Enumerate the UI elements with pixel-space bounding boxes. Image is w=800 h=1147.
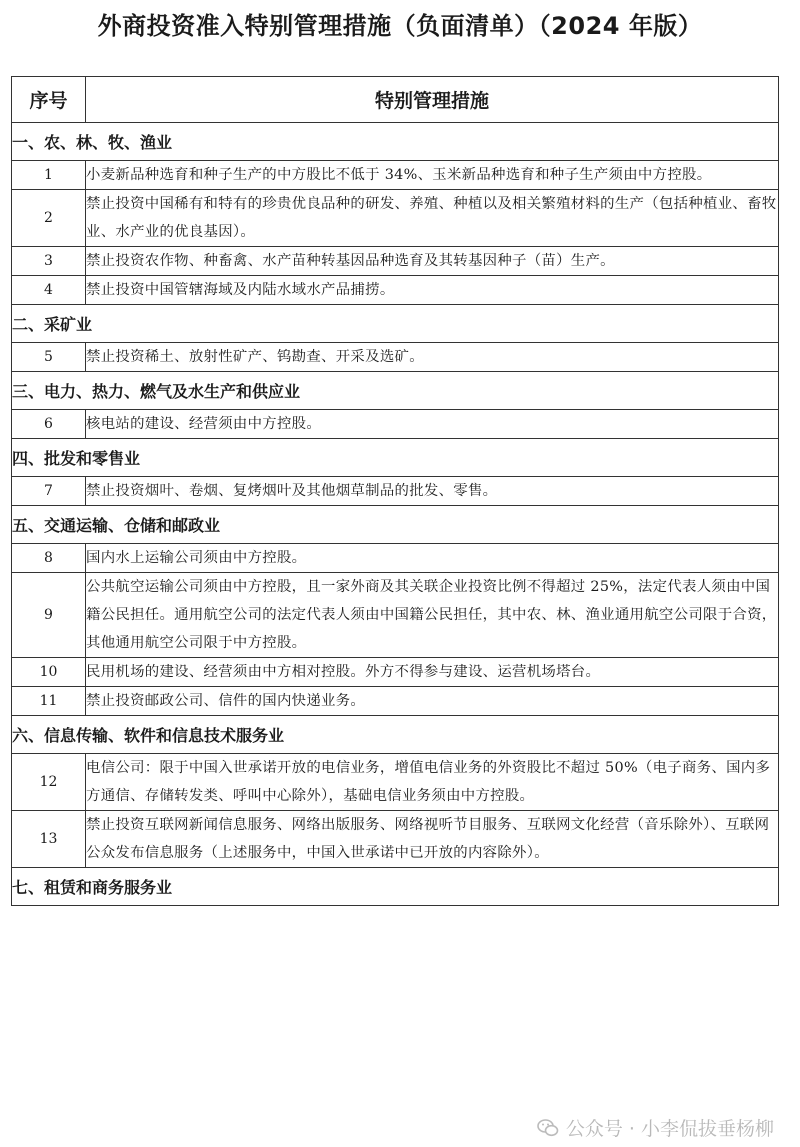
section-heading: 四、批发和零售业 xyxy=(12,439,779,477)
table-header-row xyxy=(12,77,779,123)
row-measure: 公共航空运输公司须由中方控股，且一家外商及其关联企业投资比例不得超过 25%，法定代表人须由中国籍公民担任。通用航空公司的法定代表人须由中国籍公民担任，其中农、林、渔业通用航空公司限于合资，其他通用航空公司限于中方控股。 xyxy=(86,573,779,658)
section-heading-row xyxy=(12,868,779,906)
table-row xyxy=(12,573,779,658)
row-measure: 禁止投资烟叶、卷烟、复烤烟叶及其他烟草制品的批发、零售。 xyxy=(86,477,779,506)
table-row xyxy=(12,658,779,687)
section-heading: 五、交通运输、仓储和邮政业 xyxy=(12,506,779,544)
row-measure: 核电站的建设、经营须由中方控股。 xyxy=(86,410,779,439)
table-row xyxy=(12,161,779,190)
row-measure: 民用机场的建设、经营须由中方相对控股。外方不得参与建设、运营机场塔台。 xyxy=(86,658,779,687)
row-measure: 禁止投资农作物、种畜禽、水产苗种转基因品种选育及其转基因种子（苗）生产。 xyxy=(86,247,779,276)
table-row xyxy=(12,544,779,573)
section-heading: 三、电力、热力、燃气及水生产和供应业 xyxy=(12,372,779,410)
row-number: 2 xyxy=(12,190,86,247)
row-number: 9 xyxy=(12,573,86,658)
row-number: 11 xyxy=(12,687,86,716)
header-measure: 特别管理措施 xyxy=(86,77,779,123)
row-number: 4 xyxy=(12,276,86,305)
table-row xyxy=(12,247,779,276)
row-number: 5 xyxy=(12,343,86,372)
watermark-text: 公众号 · 小李侃拔垂杨柳 xyxy=(565,1118,774,1140)
row-number: 1 xyxy=(12,161,86,190)
section-heading-row xyxy=(12,506,779,544)
row-number: 3 xyxy=(12,247,86,276)
row-measure: 小麦新品种选育和种子生产的中方股比不低于 34%、玉米新品种选育和种子生产须由中方控股。 xyxy=(86,161,779,190)
table-row xyxy=(12,190,779,247)
section-heading: 一、农、林、牧、渔业 xyxy=(12,123,779,161)
section-heading-row xyxy=(12,716,779,754)
page-title: 外商投资准入特别管理措施（负面清单）（2024 年版） xyxy=(97,12,703,40)
row-measure: 禁止投资稀土、放射性矿产、钨勘查、开采及选矿。 xyxy=(86,343,779,372)
row-measure: 禁止投资互联网新闻信息服务、网络出版服务、网络视听节目服务、互联网文化经营（音乐除外）、互联网公众发布信息服务（上述服务中，中国入世承诺中已开放的内容除外）。 xyxy=(86,811,779,868)
row-number: 10 xyxy=(12,658,86,687)
negative-list-table xyxy=(11,76,779,906)
table-row xyxy=(12,343,779,372)
table-row xyxy=(12,811,779,868)
row-measure: 禁止投资中国管辖海域及内陆水域水产品捕捞。 xyxy=(86,276,779,305)
table-row xyxy=(12,687,779,716)
table-row xyxy=(12,410,779,439)
section-heading-row xyxy=(12,439,779,477)
section-heading: 六、信息传输、软件和信息技术服务业 xyxy=(12,716,779,754)
watermark xyxy=(536,1114,774,1141)
row-measure: 电信公司：限于中国入世承诺开放的电信业务，增值电信业务的外资股比不超过 50%（电子商务、国内多方通信、存储转发类、呼叫中心除外），基础电信业务须由中方控股。 xyxy=(86,754,779,811)
row-measure: 禁止投资中国稀有和特有的珍贵优良品种的研发、养殖、种植以及相关繁殖材料的生产（包括种植业、畜牧业、水产业的优良基因）。 xyxy=(86,190,779,247)
table-row xyxy=(12,477,779,506)
section-heading-row xyxy=(12,372,779,410)
section-heading-row xyxy=(12,305,779,343)
row-number: 6 xyxy=(12,410,86,439)
section-heading-row xyxy=(12,123,779,161)
table-row xyxy=(12,754,779,811)
row-measure: 国内水上运输公司须由中方控股。 xyxy=(86,544,779,573)
section-heading: 七、租赁和商务服务业 xyxy=(12,868,779,906)
wechat-icon xyxy=(536,1116,560,1140)
row-number: 13 xyxy=(12,811,86,868)
table-body xyxy=(12,77,779,906)
section-heading: 二、采矿业 xyxy=(12,305,779,343)
row-number: 8 xyxy=(12,544,86,573)
header-number: 序号 xyxy=(12,77,86,123)
row-number: 7 xyxy=(12,477,86,506)
row-measure: 禁止投资邮政公司、信件的国内快递业务。 xyxy=(86,687,779,716)
table-row xyxy=(12,276,779,305)
row-number: 12 xyxy=(12,754,86,811)
